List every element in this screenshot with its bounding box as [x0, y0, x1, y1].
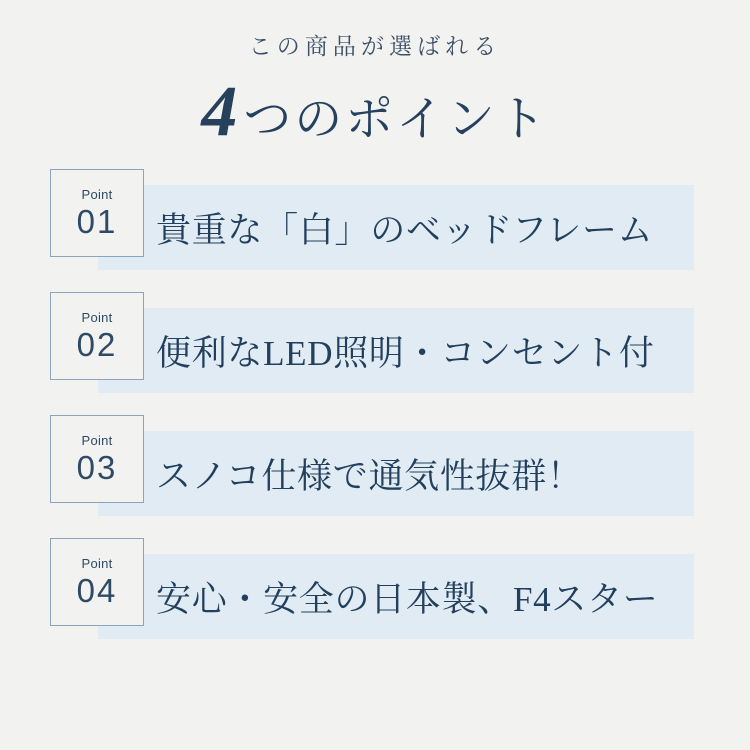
point-badge-02 [50, 292, 144, 380]
point-text: 安心・安全の日本製、F4スター [156, 579, 659, 619]
list-item [0, 415, 750, 516]
point-badge-04 [50, 538, 144, 626]
point-badge-03 [50, 415, 144, 503]
point-text: スノコ仕様で通気性抜群！ [156, 456, 583, 496]
point-badge-number: 03 [76, 449, 118, 486]
point-text: 便利なLED照明・コンセント付 [156, 333, 655, 373]
points-list [0, 169, 750, 639]
list-item [0, 292, 750, 393]
point-badge-01 [50, 169, 144, 257]
point-badge-number: 02 [76, 326, 118, 363]
point-badge-label: Point [81, 187, 113, 202]
list-item [0, 538, 750, 639]
list-item [0, 169, 750, 270]
page-title-number: 4 [201, 71, 238, 151]
point-badge-label: Point [81, 433, 113, 448]
page-title-text: つのポイント [243, 93, 549, 146]
point-badge-label: Point [81, 310, 113, 325]
point-badge-number: 04 [76, 572, 118, 609]
point-badge-number: 01 [76, 203, 118, 240]
point-text: 貴重な「白」のベッドフレーム [156, 210, 654, 250]
page-title [0, 71, 750, 151]
point-badge-label: Point [81, 556, 113, 571]
page-header [0, 0, 750, 151]
header-subtitle: この商品が選ばれる [248, 34, 502, 59]
